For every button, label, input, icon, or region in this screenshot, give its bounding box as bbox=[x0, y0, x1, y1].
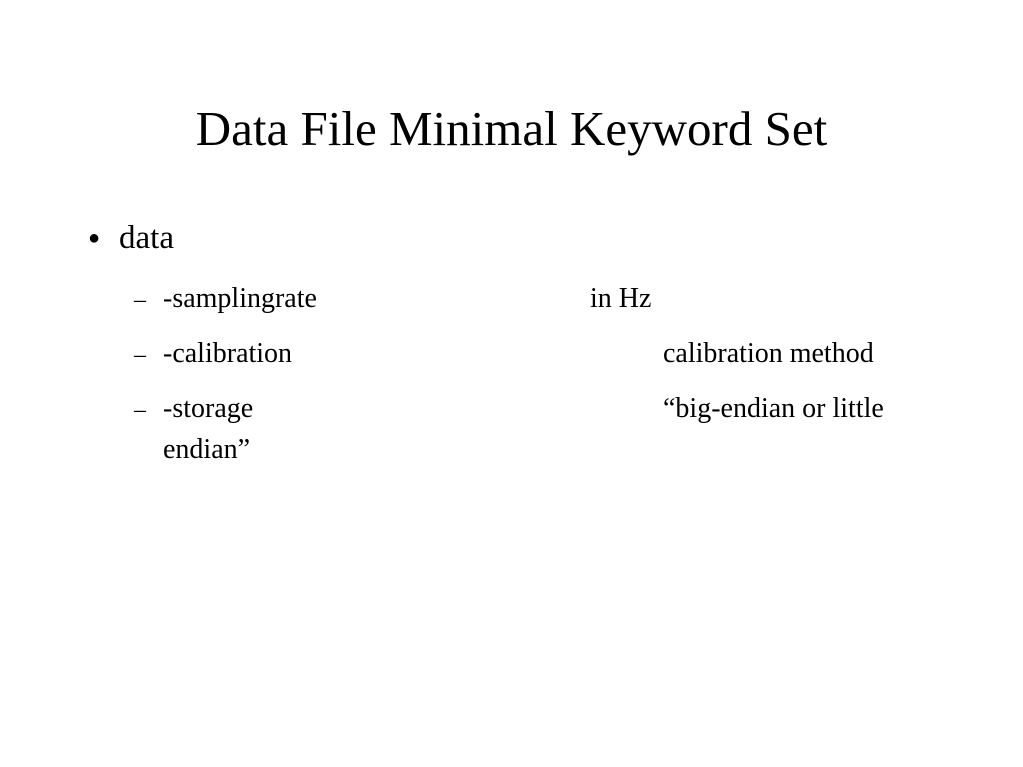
subitem-keyword: -samplingrate bbox=[163, 283, 317, 314]
bullet-icon: ● bbox=[88, 227, 101, 249]
bullet-label: data bbox=[119, 220, 174, 256]
dash-icon: – bbox=[134, 342, 146, 368]
subitem-description-continuation: endian” bbox=[163, 434, 251, 465]
subitem-keyword: -storage bbox=[163, 393, 254, 424]
subitem-description: “big-endian or little bbox=[663, 393, 884, 424]
subitem-description: in Hz bbox=[590, 283, 652, 314]
slide-title: Data File Minimal Keyword Set bbox=[195, 101, 828, 156]
subitem-keyword: -calibration bbox=[163, 338, 293, 369]
dash-icon: – bbox=[134, 397, 146, 423]
subitem-description: calibration method bbox=[663, 338, 874, 369]
dash-icon: – bbox=[134, 287, 146, 313]
